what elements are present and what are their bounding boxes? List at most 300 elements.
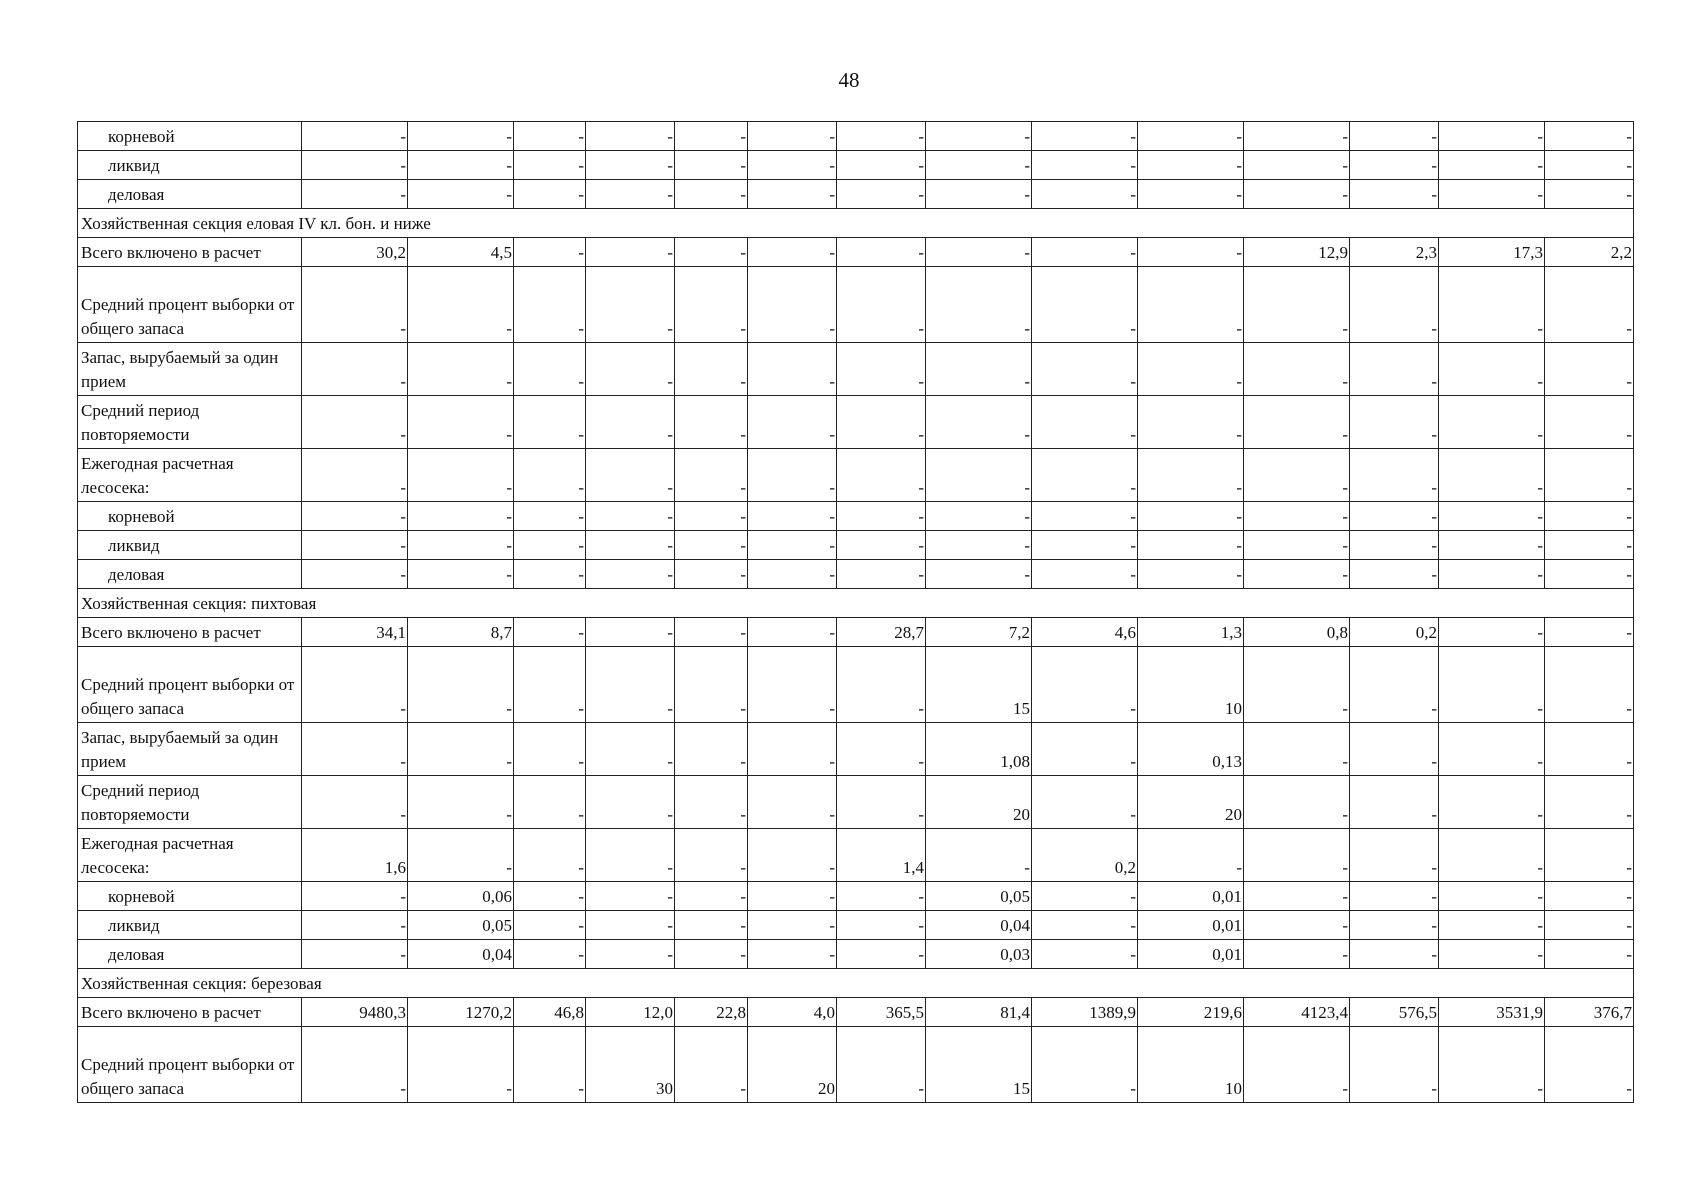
value-cell: - — [926, 343, 1032, 396]
table-row — [78, 449, 1635, 502]
value-cell: 576,5 — [1350, 998, 1439, 1027]
table-row — [78, 180, 1635, 209]
value-cell: - — [1032, 502, 1138, 531]
value-cell: - — [675, 647, 748, 723]
value-cell: 81,4 — [926, 998, 1032, 1027]
value-cell: - — [514, 911, 586, 940]
value-cell: 0,01 — [1138, 882, 1244, 911]
value-cell: - — [1350, 560, 1439, 589]
value-cell: - — [408, 267, 514, 343]
value-cell: 4,0 — [748, 998, 837, 1027]
value-cell: - — [1032, 560, 1138, 589]
value-cell: - — [1244, 343, 1350, 396]
value-cell: - — [1244, 151, 1350, 180]
value-cell: 2,3 — [1350, 238, 1439, 267]
value-cell: - — [837, 647, 926, 723]
value-cell: - — [1138, 151, 1244, 180]
table-row — [78, 723, 1635, 776]
value-cell: 0,13 — [1138, 723, 1244, 776]
row-label: деловая — [78, 180, 302, 209]
value-cell: - — [408, 560, 514, 589]
value-cell: - — [1545, 911, 1634, 940]
value-cell: 0,01 — [1138, 911, 1244, 940]
value-cell: - — [514, 776, 586, 829]
value-cell: - — [837, 531, 926, 560]
value-cell: 20 — [926, 776, 1032, 829]
value-cell: - — [675, 776, 748, 829]
value-cell: - — [408, 776, 514, 829]
row-label: Ежегодная расчетная лесосека: — [78, 829, 302, 882]
value-cell: - — [748, 396, 837, 449]
value-cell: - — [926, 396, 1032, 449]
section-header-row — [78, 589, 1635, 618]
value-cell: - — [837, 911, 926, 940]
value-cell: - — [1032, 911, 1138, 940]
value-cell: - — [748, 531, 837, 560]
value-cell: 22,8 — [675, 998, 748, 1027]
value-cell: - — [514, 1027, 586, 1103]
value-cell: - — [408, 343, 514, 396]
row-label: ликвид — [78, 911, 302, 940]
value-cell: - — [1032, 238, 1138, 267]
value-cell: - — [1138, 180, 1244, 209]
value-cell: - — [1439, 531, 1545, 560]
value-cell: - — [1350, 776, 1439, 829]
value-cell: 376,7 — [1545, 998, 1634, 1027]
value-cell: - — [1032, 180, 1138, 209]
value-cell: - — [675, 151, 748, 180]
value-cell: - — [1138, 122, 1244, 151]
value-cell: - — [748, 180, 837, 209]
row-label: Средний период повторяемости — [78, 776, 302, 829]
value-cell: - — [675, 882, 748, 911]
value-cell: - — [1032, 882, 1138, 911]
value-cell: - — [514, 618, 586, 647]
value-cell: - — [514, 940, 586, 969]
value-cell: - — [302, 267, 408, 343]
value-cell: - — [926, 122, 1032, 151]
table-row — [78, 238, 1635, 267]
value-cell: - — [514, 647, 586, 723]
value-cell: - — [837, 560, 926, 589]
section-title: Хозяйственная секция: березовая — [78, 969, 1634, 998]
value-cell: - — [586, 502, 675, 531]
section-title: Хозяйственная секция еловая IV кл. бон. и ниже — [78, 209, 1634, 238]
forest-calculation-table — [77, 121, 1635, 1103]
value-cell: - — [1032, 151, 1138, 180]
value-cell: - — [748, 238, 837, 267]
value-cell: - — [1439, 723, 1545, 776]
value-cell: - — [926, 531, 1032, 560]
value-cell: 28,7 — [837, 618, 926, 647]
value-cell: 17,3 — [1439, 238, 1545, 267]
value-cell: - — [1244, 180, 1350, 209]
value-cell: - — [514, 122, 586, 151]
value-cell: 10 — [1138, 1027, 1244, 1103]
value-cell: - — [748, 122, 837, 151]
value-cell: - — [1545, 180, 1634, 209]
value-cell: 0,05 — [926, 882, 1032, 911]
value-cell: - — [748, 502, 837, 531]
row-label: корневой — [78, 882, 302, 911]
value-cell: - — [1350, 829, 1439, 882]
value-cell: - — [1350, 940, 1439, 969]
value-cell: - — [1545, 151, 1634, 180]
row-label: Средний процент выборки от общего запаса — [78, 267, 302, 343]
table-row — [78, 122, 1635, 151]
value-cell: - — [586, 882, 675, 911]
value-cell: - — [1439, 647, 1545, 723]
table-row — [78, 882, 1635, 911]
value-cell: - — [1138, 449, 1244, 502]
table-row — [78, 940, 1635, 969]
value-cell: - — [675, 531, 748, 560]
value-cell: 0,04 — [926, 911, 1032, 940]
table-row — [78, 618, 1635, 647]
value-cell: - — [514, 180, 586, 209]
value-cell: - — [586, 560, 675, 589]
value-cell: - — [1350, 151, 1439, 180]
value-cell: - — [302, 1027, 408, 1103]
value-cell: - — [1244, 396, 1350, 449]
value-cell: 46,8 — [514, 998, 586, 1027]
value-cell: - — [1244, 267, 1350, 343]
value-cell: 1,4 — [837, 829, 926, 882]
value-cell: - — [675, 911, 748, 940]
value-cell: - — [748, 882, 837, 911]
value-cell: - — [1032, 396, 1138, 449]
value-cell: 3531,9 — [1439, 998, 1545, 1027]
value-cell: - — [586, 531, 675, 560]
table-row — [78, 396, 1635, 449]
value-cell: 0,03 — [926, 940, 1032, 969]
value-cell: - — [675, 940, 748, 969]
value-cell: - — [514, 238, 586, 267]
value-cell: - — [586, 618, 675, 647]
value-cell: - — [1350, 343, 1439, 396]
value-cell: 12,9 — [1244, 238, 1350, 267]
value-cell: - — [1439, 911, 1545, 940]
value-cell: 2,2 — [1545, 238, 1634, 267]
value-cell: - — [675, 267, 748, 343]
value-cell: - — [1244, 647, 1350, 723]
value-cell: - — [514, 151, 586, 180]
value-cell: - — [302, 776, 408, 829]
value-cell: 0,8 — [1244, 618, 1350, 647]
value-cell: 0,01 — [1138, 940, 1244, 969]
table-body — [78, 122, 1635, 1103]
value-cell: 10 — [1138, 647, 1244, 723]
value-cell: - — [408, 723, 514, 776]
value-cell: - — [1545, 449, 1634, 502]
value-cell: - — [586, 343, 675, 396]
value-cell: - — [1138, 343, 1244, 396]
value-cell: 15 — [926, 647, 1032, 723]
value-cell: - — [675, 396, 748, 449]
value-cell: 0,2 — [1350, 618, 1439, 647]
value-cell: - — [514, 829, 586, 882]
value-cell: - — [1244, 502, 1350, 531]
value-cell: - — [1545, 267, 1634, 343]
value-cell: - — [1138, 560, 1244, 589]
value-cell: 20 — [1138, 776, 1244, 829]
value-cell: - — [1439, 1027, 1545, 1103]
value-cell: - — [1545, 343, 1634, 396]
value-cell: - — [514, 449, 586, 502]
value-cell: - — [1350, 267, 1439, 343]
value-cell: - — [1244, 449, 1350, 502]
value-cell: - — [302, 449, 408, 502]
value-cell: - — [837, 180, 926, 209]
value-cell: - — [748, 723, 837, 776]
value-cell: - — [586, 776, 675, 829]
value-cell: - — [1545, 723, 1634, 776]
value-cell: - — [837, 343, 926, 396]
row-label: Всего включено в расчет — [78, 238, 302, 267]
row-label: корневой — [78, 502, 302, 531]
value-cell: - — [1032, 940, 1138, 969]
value-cell: - — [1244, 1027, 1350, 1103]
value-cell: 4123,4 — [1244, 998, 1350, 1027]
value-cell: - — [675, 723, 748, 776]
value-cell: - — [408, 1027, 514, 1103]
value-cell: - — [408, 502, 514, 531]
value-cell: - — [1032, 531, 1138, 560]
value-cell: - — [1439, 776, 1545, 829]
value-cell: - — [1244, 560, 1350, 589]
value-cell: 0,04 — [408, 940, 514, 969]
value-cell: - — [1439, 267, 1545, 343]
row-label: Средний период повторяемости — [78, 396, 302, 449]
value-cell: - — [514, 343, 586, 396]
value-cell: - — [408, 829, 514, 882]
section-header-row — [78, 969, 1635, 998]
value-cell: - — [1350, 1027, 1439, 1103]
value-cell: - — [1350, 180, 1439, 209]
value-cell: - — [1545, 531, 1634, 560]
page-number: 48 — [838, 68, 860, 92]
value-cell: 0,05 — [408, 911, 514, 940]
value-cell: - — [1244, 882, 1350, 911]
value-cell: - — [1350, 882, 1439, 911]
value-cell: - — [837, 396, 926, 449]
value-cell: - — [837, 267, 926, 343]
value-cell: - — [514, 560, 586, 589]
table-row — [78, 151, 1635, 180]
value-cell: - — [1032, 776, 1138, 829]
value-cell: - — [1244, 723, 1350, 776]
value-cell: - — [1350, 449, 1439, 502]
value-cell: 1389,9 — [1032, 998, 1138, 1027]
value-cell: - — [514, 502, 586, 531]
value-cell: - — [748, 618, 837, 647]
value-cell: - — [1439, 343, 1545, 396]
value-cell: - — [586, 180, 675, 209]
value-cell: - — [1138, 396, 1244, 449]
value-cell: - — [675, 449, 748, 502]
value-cell: - — [1244, 829, 1350, 882]
value-cell: - — [1545, 618, 1634, 647]
value-cell: - — [586, 647, 675, 723]
value-cell: - — [675, 238, 748, 267]
value-cell: 4,6 — [1032, 618, 1138, 647]
value-cell: - — [1439, 502, 1545, 531]
value-cell: - — [302, 531, 408, 560]
value-cell: - — [586, 829, 675, 882]
section-header-row — [78, 209, 1635, 238]
value-cell: - — [1032, 723, 1138, 776]
table-row — [78, 531, 1635, 560]
value-cell: - — [837, 776, 926, 829]
row-label: Всего включено в расчет — [78, 618, 302, 647]
value-cell: - — [1350, 396, 1439, 449]
row-label: деловая — [78, 560, 302, 589]
value-cell: - — [1439, 560, 1545, 589]
row-label: Средний процент выборки от общего запаса — [78, 1027, 302, 1103]
value-cell: - — [408, 151, 514, 180]
value-cell: - — [1244, 911, 1350, 940]
value-cell: 1,3 — [1138, 618, 1244, 647]
value-cell: - — [1032, 647, 1138, 723]
value-cell: - — [1350, 531, 1439, 560]
value-cell: - — [1350, 122, 1439, 151]
value-cell: - — [1138, 829, 1244, 882]
value-cell: - — [514, 396, 586, 449]
value-cell: - — [837, 122, 926, 151]
value-cell: - — [837, 151, 926, 180]
value-cell: 4,5 — [408, 238, 514, 267]
row-label: Ежегодная расчетная лесосека: — [78, 449, 302, 502]
value-cell: - — [1439, 180, 1545, 209]
value-cell: - — [514, 882, 586, 911]
value-cell: - — [748, 911, 837, 940]
table-row — [78, 776, 1635, 829]
value-cell: - — [748, 940, 837, 969]
value-cell: - — [586, 396, 675, 449]
value-cell: - — [1545, 776, 1634, 829]
value-cell: - — [302, 940, 408, 969]
value-cell: - — [1350, 723, 1439, 776]
value-cell: - — [1545, 560, 1634, 589]
table-row — [78, 343, 1635, 396]
value-cell: - — [302, 723, 408, 776]
value-cell: 30 — [586, 1027, 675, 1103]
row-label: Средний процент выборки от общего запаса — [78, 647, 302, 723]
value-cell: - — [837, 882, 926, 911]
value-cell: - — [586, 122, 675, 151]
value-cell: - — [408, 647, 514, 723]
value-cell: - — [926, 829, 1032, 882]
table-row — [78, 829, 1635, 882]
value-cell: - — [1350, 502, 1439, 531]
value-cell: - — [748, 829, 837, 882]
value-cell: - — [1138, 267, 1244, 343]
value-cell: - — [1545, 1027, 1634, 1103]
table-row — [78, 560, 1635, 589]
value-cell: - — [302, 647, 408, 723]
value-cell: - — [514, 531, 586, 560]
value-cell: - — [586, 723, 675, 776]
value-cell: - — [1439, 940, 1545, 969]
value-cell: - — [837, 723, 926, 776]
value-cell: - — [748, 449, 837, 502]
value-cell: - — [1439, 882, 1545, 911]
value-cell: - — [302, 122, 408, 151]
value-cell: 0,06 — [408, 882, 514, 911]
value-cell: - — [748, 647, 837, 723]
value-cell: - — [1244, 940, 1350, 969]
value-cell: - — [514, 267, 586, 343]
table-row — [78, 502, 1635, 531]
value-cell: - — [1545, 647, 1634, 723]
value-cell: 20 — [748, 1027, 837, 1103]
value-cell: - — [408, 531, 514, 560]
value-cell: - — [586, 911, 675, 940]
value-cell: 9480,3 — [302, 998, 408, 1027]
value-cell: - — [1032, 343, 1138, 396]
value-cell: - — [1439, 449, 1545, 502]
value-cell: - — [926, 238, 1032, 267]
value-cell: - — [675, 122, 748, 151]
value-cell: - — [675, 618, 748, 647]
value-cell: - — [748, 343, 837, 396]
value-cell: - — [586, 940, 675, 969]
value-cell: - — [1545, 829, 1634, 882]
value-cell: - — [1244, 531, 1350, 560]
value-cell: - — [302, 560, 408, 589]
value-cell: 8,7 — [408, 618, 514, 647]
value-cell: - — [926, 560, 1032, 589]
value-cell: - — [1350, 647, 1439, 723]
value-cell: 15 — [926, 1027, 1032, 1103]
section-title: Хозяйственная секция: пихтовая — [78, 589, 1634, 618]
value-cell: - — [748, 267, 837, 343]
value-cell: 12,0 — [586, 998, 675, 1027]
value-cell: - — [408, 396, 514, 449]
row-label: ликвид — [78, 531, 302, 560]
value-cell: - — [837, 502, 926, 531]
value-cell: - — [926, 449, 1032, 502]
row-label: Запас, вырубаемый за один прием — [78, 343, 302, 396]
value-cell: - — [514, 723, 586, 776]
value-cell: - — [675, 560, 748, 589]
table-row — [78, 647, 1635, 723]
value-cell: - — [675, 502, 748, 531]
value-cell: - — [1545, 122, 1634, 151]
value-cell: 30,2 — [302, 238, 408, 267]
value-cell: - — [837, 238, 926, 267]
row-label: Запас, вырубаемый за один прием — [78, 723, 302, 776]
value-cell: - — [1545, 396, 1634, 449]
value-cell: - — [1032, 122, 1138, 151]
table-row — [78, 998, 1635, 1027]
value-cell: - — [1138, 502, 1244, 531]
value-cell: - — [302, 396, 408, 449]
value-cell: - — [1032, 1027, 1138, 1103]
value-cell: - — [1138, 238, 1244, 267]
value-cell: - — [586, 267, 675, 343]
value-cell: - — [1545, 882, 1634, 911]
value-cell: - — [302, 882, 408, 911]
value-cell: - — [1032, 449, 1138, 502]
value-cell: - — [302, 180, 408, 209]
value-cell: - — [1439, 151, 1545, 180]
value-cell: 1,08 — [926, 723, 1032, 776]
value-cell: - — [1350, 911, 1439, 940]
table-row — [78, 267, 1635, 343]
value-cell: - — [302, 343, 408, 396]
value-cell: 34,1 — [302, 618, 408, 647]
